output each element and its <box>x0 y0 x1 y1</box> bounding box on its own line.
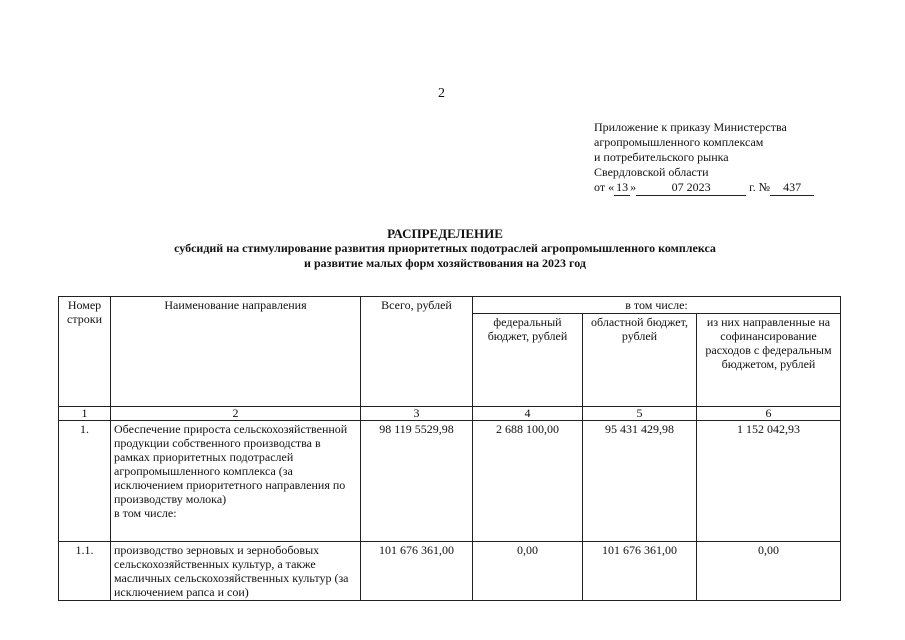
document-subtitle-2: и развитие малых форм хозяйствования на 2023 год <box>304 256 586 270</box>
row-regional: 101 676 361,00 <box>583 542 697 601</box>
appendix-line-3: и потребительского рынка <box>594 150 729 164</box>
row-total: 101 676 361,00 <box>361 542 473 601</box>
header-row-number: Номер строки <box>59 297 111 407</box>
header-total: Всего, рублей <box>361 297 473 407</box>
header-including: в том числе: <box>473 297 841 314</box>
order-number: 437 <box>770 180 814 196</box>
appendix-line-1: Приложение к приказу Министерства <box>594 120 787 134</box>
header-regional: областной бюджет, рублей <box>583 314 697 407</box>
row-number: 1.1. <box>59 542 111 601</box>
table-row <box>59 542 841 601</box>
date-month-year: 07 2023 <box>636 180 746 196</box>
table-row <box>59 421 841 542</box>
date-prefix: от « <box>594 180 615 194</box>
date-day: 13 <box>616 180 629 194</box>
appendix-line-4: Свердловской области <box>594 165 709 179</box>
document-subtitle-1: субсидий на стимулирование развития приоритетных подотраслей агропромышленного комплекса <box>174 241 716 255</box>
distribution-table <box>58 296 841 601</box>
row-name-suffix: в том числе: <box>114 506 177 520</box>
row-federal: 2 688 100,00 <box>473 421 583 542</box>
column-number: 1 <box>59 407 111 421</box>
appendix-date-line: от « 13 » 07 2023 г. № 437 <box>594 180 834 196</box>
page-number: 2 <box>438 86 445 101</box>
table-header-row <box>59 297 841 314</box>
appendix-block <box>594 120 834 196</box>
column-number: 2 <box>111 407 361 421</box>
row-number: 1. <box>59 421 111 542</box>
header-direction-name: Наименование направления <box>111 297 361 407</box>
row-name: производство зерновых и зернобобовых сельскохозяйственных культур, а также масличных сельскохозяйственных культур (за исключением рапса и сои) <box>111 542 361 601</box>
column-number: 4 <box>473 407 583 421</box>
column-number-row <box>59 407 841 421</box>
row-total: 98 119 5529,98 <box>361 421 473 542</box>
column-number: 5 <box>583 407 697 421</box>
row-name <box>111 421 361 542</box>
row-cofinance: 1 152 042,93 <box>697 421 841 542</box>
header-federal: федеральный бюджет, рублей <box>473 314 583 407</box>
column-number: 6 <box>697 407 841 421</box>
header-cofinance: из них направленные на софинансирование расходов с федеральным бюджетом, рублей <box>697 314 841 407</box>
number-prefix: г. № <box>749 180 771 194</box>
column-number: 3 <box>361 407 473 421</box>
row-federal: 0,00 <box>473 542 583 601</box>
appendix-line-2: агропромышленного комплексам <box>594 135 764 149</box>
row-name-text: Обеспечение прироста сельскохозяйственной продукции собственного производства в рамках приоритетных подотраслей агропромышленного комплекса (за исключением приоритетного направления по производству молока) <box>114 422 348 506</box>
document-title: РАСПРЕДЕЛЕНИЕ <box>387 226 503 241</box>
row-regional: 95 431 429,98 <box>583 421 697 542</box>
row-cofinance: 0,00 <box>697 542 841 601</box>
